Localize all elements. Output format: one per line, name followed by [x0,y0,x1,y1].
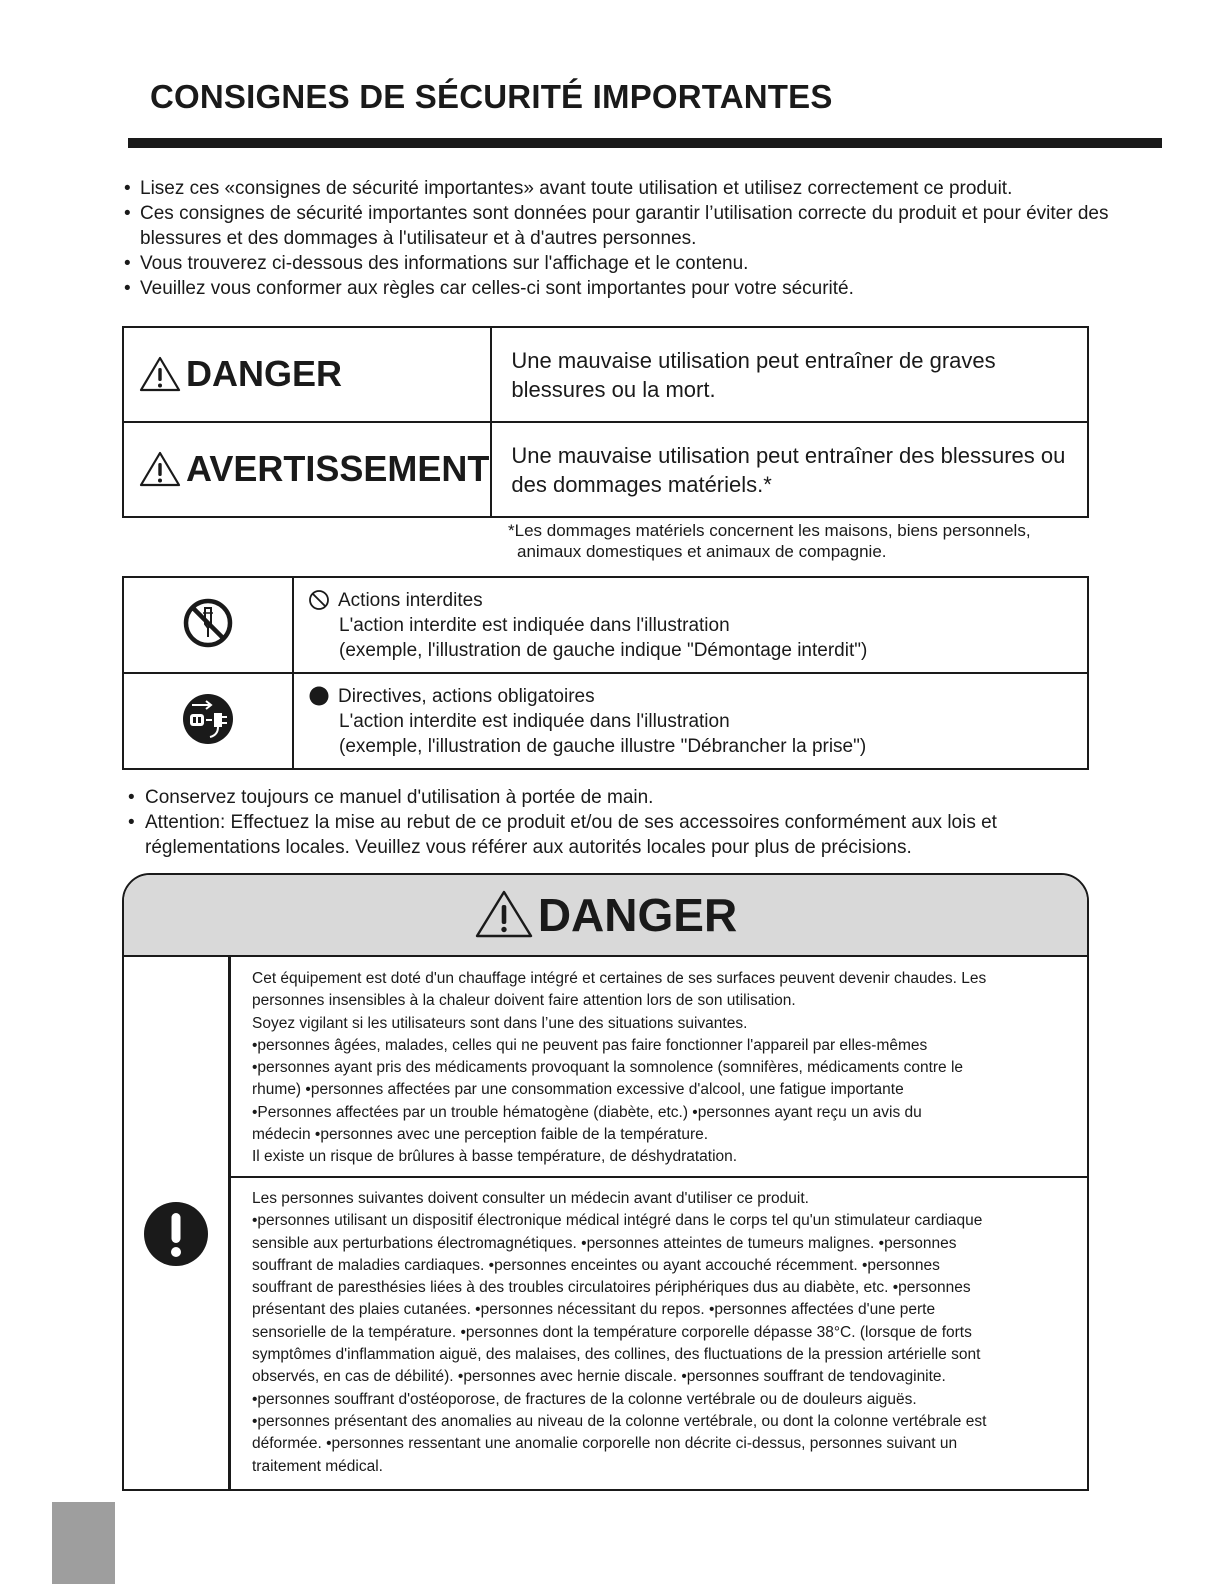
section-divider [231,1176,1087,1178]
symbol-line: (exemple, l'illustration de gauche indique "Démontage interdit") [339,639,868,661]
mandatory-exclamation-icon [143,1201,209,1267]
level-label: AVERTISSEMENT [186,448,490,490]
danger-section-header [124,875,1087,957]
paragraph-line: personnes insensibles à la chaleur doivent faire attention lors de son utilisation. [252,992,796,1010]
hazard-level-row [123,422,1088,517]
danger-level-cell [123,327,491,422]
paragraph-line: médecin •personnes avec une perception faible de la température. [252,1126,709,1144]
footnote-line: animaux domestiques et animaux de compagnie. [517,542,887,561]
intro-bullet: • Veuillez vous conformer aux règles car celles-ci sont importantes pour votre sécurité. [124,276,1124,301]
danger-section [122,873,1089,1491]
no-disassembly-icon [182,597,234,649]
filled-circle-icon [308,685,330,707]
symbol-line: (exemple, l'illustration de gauche illustre "Débrancher la prise") [339,735,867,757]
intro-bullet: • Lisez ces «consignes de sécurité importantes» avant toute utilisation et utilisez correctement ce produit. [124,176,1124,201]
note-bullet: • Conservez toujours ce manuel d'utilisation à portée de main. [128,785,1128,810]
paragraph-line: Les personnes suivantes doivent consulter un médecin avant d'utiliser ce produit. [252,1190,809,1207]
symbol-text-cell [293,673,1088,769]
paragraph-line: •personnes ayant pris des médicaments provoquant la somnolence (somnifères, médicaments contre le [252,1059,964,1077]
hazard-level-table [122,326,1089,518]
intro-bullet: • Vous trouverez ci-dessous des informations sur l'affichage et le contenu. [124,251,1124,276]
danger-section-title: DANGER [537,889,738,941]
warning-triangle-icon [138,355,182,393]
paragraph-line: Il existe un risque de brûlures à basse température, de déshydratation. [252,1148,738,1166]
level-label: DANGER [186,353,343,395]
paragraph-line: •Personnes affectées par un trouble hématogène (diabète, etc.) •personnes ayant reçu un avis du [252,1103,922,1121]
symbol-row [123,673,1088,769]
paragraph-line: présentant des plaies cutanées. •personnes nécessitant du repos. •personnes affectées d'une perte [252,1301,936,1319]
paragraph-line: •personnes utilisant un dispositif électronique médical intégré dans le corps tel qu'un stimulateur cardiaque [252,1212,983,1230]
notes-list [128,785,1128,860]
paragraph-line: observés, en cas de débilité). •personnes avec hernie discale. •personnes souffrant de tendovaginite. [252,1368,946,1386]
paragraph-line: Soyez vigilant si les utilisateurs sont dans l’une des situations suivantes. [252,1014,748,1032]
hazard-level-row [123,327,1088,422]
level-description: Une mauvaise utilisation peut entraîner des blessures ou des dommages matériels.* [491,422,1088,517]
title-rule [128,138,1162,148]
symbol-heading-text: Directives, actions obligatoires [338,685,595,707]
note-bullet: • Attention: Effectuez la mise au rebut de ce produit et/ou de ses accessoires conformément aux lois et réglementations locales. Veuillez vous référer aux autorités locales pour plus de précisions. [128,810,1128,860]
warning-triangle-icon [474,889,534,939]
paragraph-line: •personnes présentant des anomalies au niveau de la colonne vertébrale, ou dont la colonne vertébrale est [252,1412,987,1430]
danger-icon-column [124,957,231,1489]
symbol-icon-cell [123,577,293,673]
paragraph-line: souffrant de paresthésies liées à des troubles circulatoires périphériques dus au diabète, etc. •personnes [252,1279,971,1297]
paragraph-line: •personnes souffrant d'ostéoporose, de fractures de la colonne vertébrale ou de douleurs aiguës. [252,1390,917,1408]
paragraph-line: souffrant de maladies cardiaques. •personnes enceintes ou ayant accouché récemment. •personnes [252,1256,940,1274]
prohibited-circle-icon [308,589,330,611]
paragraph-line: traitement médical. [252,1457,383,1475]
symbol-heading [308,684,1086,709]
symbol-text-cell [293,577,1088,673]
page-edge-tab [52,1502,115,1584]
unplug-icon [180,691,236,747]
paragraph-line: Cet équipement est doté d'un chauffage intégré et certaines de ses surfaces peuvent devenir chaudes. Les [252,970,987,987]
danger-paragraph-consult-doctor [252,1188,1075,1478]
property-damage-footnote [508,520,1098,562]
footnote-line: *Les dommages matériels concernent les maisons, biens personnels, [508,521,1031,540]
symbol-line: L'action interdite est indiquée dans l'illustration [339,710,730,732]
page-title: CONSIGNES DE SÉCURITÉ IMPORTANTES [150,78,833,115]
paragraph-line: sensible aux perturbations électromagnétiques. •personnes atteintes de tumeurs malignes. •personnes [252,1234,957,1252]
danger-paragraph-heat [252,968,1075,1169]
symbol-line: L'action interdite est indiquée dans l'illustration [339,614,730,636]
paragraph-line: symptômes d'inflammation aiguë, des malaises, des collines, des fluctuations de la pression artérielle sont [252,1346,981,1364]
danger-section-body [124,957,1087,1489]
intro-list [124,176,1124,301]
level-description: Une mauvaise utilisation peut entraîner de graves blessures ou la mort. [491,327,1088,422]
paragraph-line: sensorielle de la température. •personnes dont la température corporelle dépasse 38°C. (lorsque de forts [252,1323,972,1341]
intro-bullet: • Ces consignes de sécurité importantes sont données pour garantir l’utilisation correcte du produit et pour éviter des blessures et des dommages à l'utilisateur et à d'autres personnes. [124,201,1124,251]
symbol-icon-cell [123,673,293,769]
symbol-heading [308,588,1086,613]
paragraph-line: déformée. •personnes ressentant une anomalie corporelle non décrite ci-dessus, personnes suivant un [252,1435,958,1453]
paragraph-line: •personnes âgées, malades, celles qui ne peuvent pas faire fonctionner l'appareil par elles-mêmes [252,1036,928,1054]
paragraph-line: rhume) •personnes affectées par une consommation excessive d'alcool, une fatigue importante [252,1081,904,1099]
warning-triangle-icon [138,450,182,488]
symbol-legend-table [122,576,1089,770]
symbol-heading-text: Actions interdites [338,589,483,611]
warning-level-cell [123,422,491,517]
symbol-row [123,577,1088,673]
